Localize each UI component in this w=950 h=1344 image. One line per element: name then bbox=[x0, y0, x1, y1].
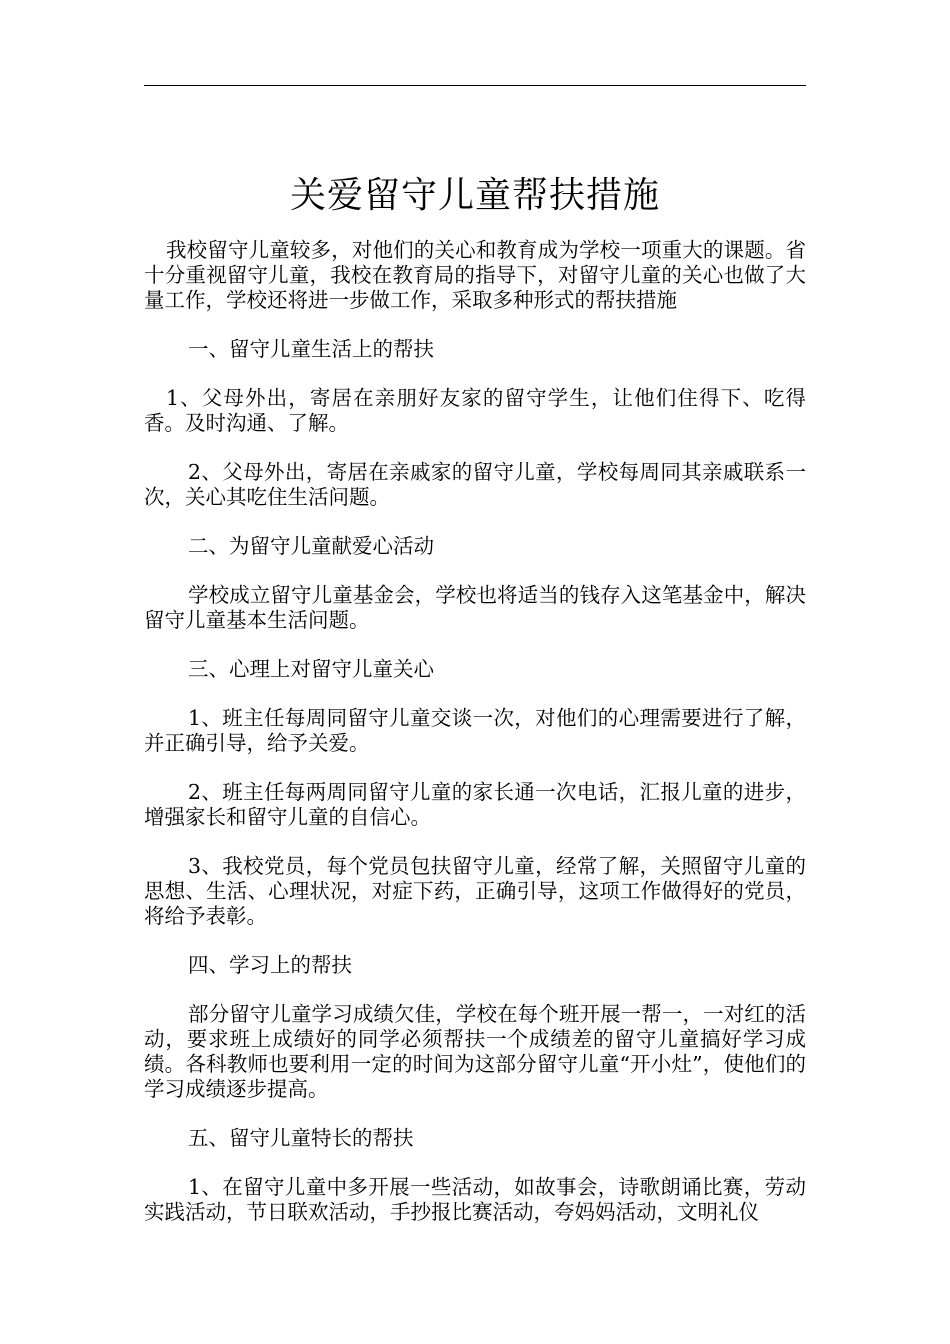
paragraph-5-1: 1、在留守儿童中多开展一些活动，如故事会，诗歌朗诵比赛，劳动实践活动，节日联欢活动，手抄报比赛活动，夸妈妈活动，文明礼仪 bbox=[144, 1175, 806, 1224]
section-heading-5: 五、留守儿童特长的帮扶 bbox=[188, 1126, 414, 1150]
paragraph-3-3: 3、我校党员，每个党员包扶留守儿童，经常了解，关照留守儿童的思想、生活、心理状况，对症下药，正确引导，这项工作做得好的党员，将给予表彰。 bbox=[144, 854, 806, 928]
header-rule bbox=[144, 85, 806, 86]
paragraph-3-2: 2、班主任每两周同留守儿童的家长通一次电话，汇报儿童的进步，增强家长和留守儿童的自信心。 bbox=[144, 780, 806, 829]
section-heading-1: 一、留守儿童生活上的帮扶 bbox=[188, 337, 434, 361]
paragraph-1-2: 2、父母外出，寄居在亲戚家的留守儿童，学校每周同其亲戚联系一次，关心其吃住生活问题。 bbox=[144, 460, 806, 509]
document-body bbox=[144, 238, 806, 1249]
section-heading-2: 二、为留守儿童献爱心活动 bbox=[188, 534, 434, 558]
section-heading-4: 四、学习上的帮扶 bbox=[188, 953, 352, 977]
document-title: 关爱留守儿童帮扶措施 bbox=[289, 175, 660, 216]
paragraph-1-1: 1、父母外出，寄居在亲朋好友家的留守学生，让他们住得下、吃得香。及时沟通、了解。 bbox=[144, 386, 806, 435]
section-heading-3: 三、心理上对留守儿童关心 bbox=[188, 657, 434, 681]
intro-paragraph: 我校留守儿童较多，对他们的关心和教育成为学校一项重大的课题。省十分重视留守儿童，我校在教育局的指导下，对留守儿童的关心也做了大量工作，学校还将进一步做工作，采取多种形式的帮扶措施 bbox=[144, 238, 806, 312]
paragraph-4: 部分留守儿童学习成绩欠佳，学校在每个班开展一帮一，一对红的活动，要求班上成绩好的同学必须帮扶一个成绩差的留守儿童搞好学习成绩。各科教师也要利用一定的时间为这部分留守儿童“开小灶”，使他们的学习成绩逐步提高。 bbox=[144, 1002, 806, 1101]
paragraph-3-1: 1、班主任每周同留守儿童交谈一次，对他们的心理需要进行了解，并正确引导，给予关爱。 bbox=[144, 706, 806, 755]
paragraph-2: 学校成立留守儿童基金会，学校也将适当的钱存入这笔基金中，解决留守儿童基本生活问题。 bbox=[144, 583, 806, 632]
